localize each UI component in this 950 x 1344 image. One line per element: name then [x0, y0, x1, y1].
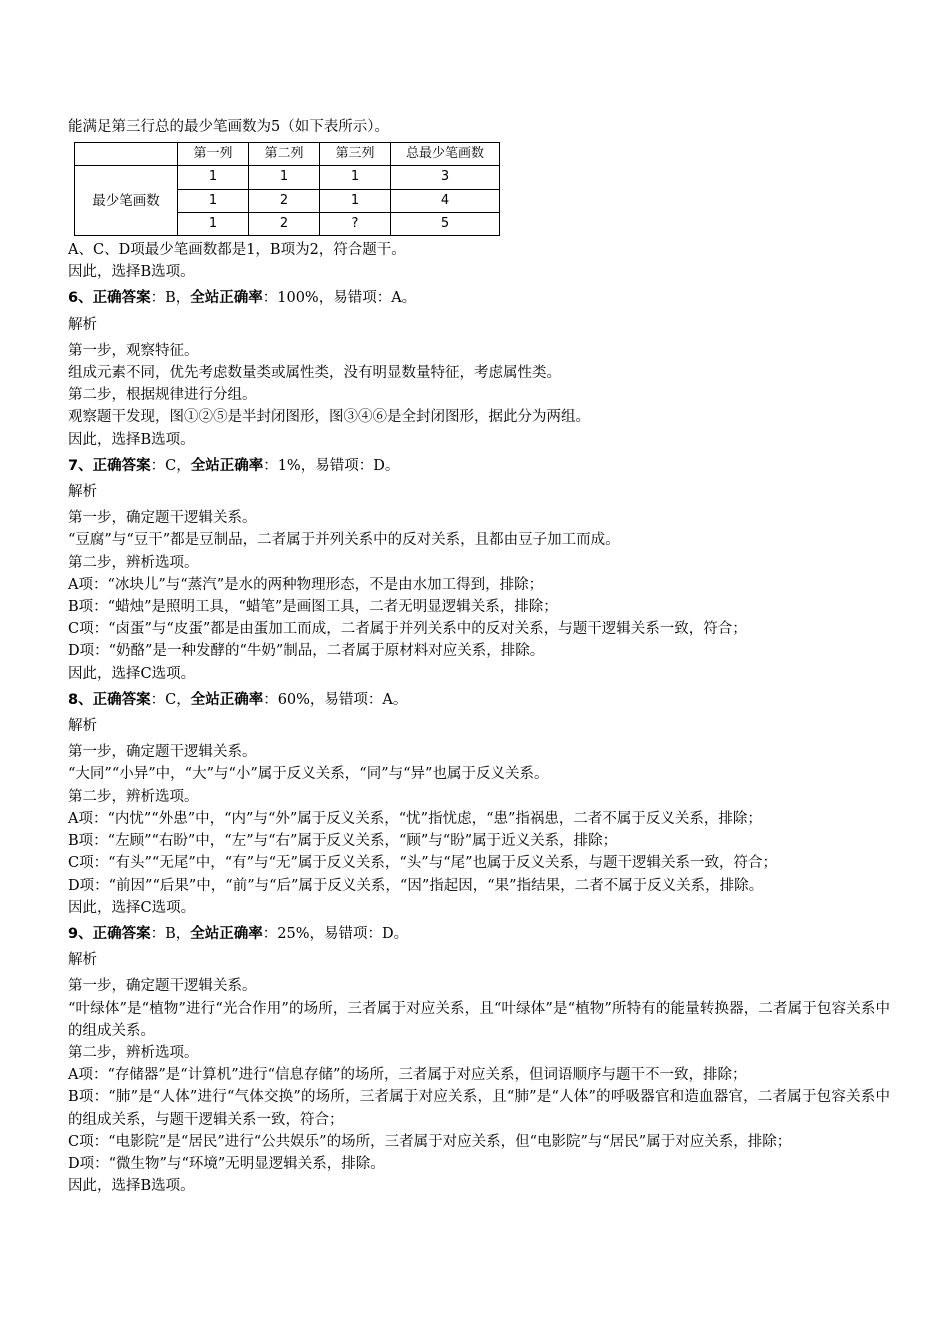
analysis-heading: 解析	[68, 484, 97, 501]
question-block	[68, 689, 890, 919]
table-row	[75, 166, 500, 189]
analysis-heading: 解析	[68, 952, 97, 969]
table-header-row	[75, 143, 500, 166]
table-cell: 2	[249, 212, 320, 235]
table-cell: 5	[391, 212, 500, 235]
analysis-line: 第一步，确定题干逻辑关系。	[68, 978, 257, 995]
question-number: 8、	[68, 691, 93, 708]
answer-value: ：C，	[150, 691, 191, 708]
analysis-line: C项：“卤蛋”与“皮蛋”都是由蛋加工而成，二者属于并列关系中的反对关系，与题干逻辑关系一致，符合；	[68, 621, 747, 638]
intro-text: 能满足第三行总的最少笔画数为5（如下表所示）。	[68, 119, 389, 135]
analysis-line: 第一步，确定题干逻辑关系。	[68, 510, 257, 527]
accuracy-label: 全站正确率	[190, 691, 264, 708]
question-block	[68, 455, 890, 685]
table-row-header: 最少笔画数	[75, 166, 178, 236]
accuracy-label: 全站正确率	[190, 925, 263, 942]
answer-label: 正确答案	[92, 925, 151, 942]
analysis-line: B项：“肺”是“人体”进行“气体交换”的场所，三者属于对应关系，且“肺”是“人体”的呼吸器官和造血器官，二者属于包容关系中的组成关系，与题干逻辑关系一致，符合；	[68, 1089, 890, 1128]
analysis-line: 第二步，辨析选项。	[68, 788, 199, 805]
table-cell: ?	[320, 212, 391, 235]
table-header-col2: 第二列	[249, 143, 320, 166]
table-cell: 3	[391, 166, 500, 189]
table-cell: 1	[178, 166, 249, 189]
question-block	[68, 923, 890, 1197]
document-content	[68, 116, 890, 1197]
table-cell: 1	[249, 166, 320, 189]
analysis-line: D项：“前因”“后果”中，“前”与“后”属于反义关系，“因”指起因，“果”指结果，二者不属于反义关系，排除。	[68, 877, 764, 894]
table-header-total: 总最少笔画数	[391, 143, 500, 166]
analysis-line: 第二步，根据规律进行分组。	[68, 387, 257, 404]
table-cell: 4	[391, 189, 500, 212]
analysis-line: A项：“内忧”“外患”中，“内”与“外”属于反义关系，“忧”指忧虑，“患”指祸患，二者不属于反义关系，排除；	[68, 810, 762, 827]
accuracy-value: ：100%，易错项：A。	[262, 290, 417, 307]
analysis-line: C项：“有头”“无尾”中，“有”与“无”属于反义关系，“头”与“尾”也属于反义关系，与题干逻辑关系一致，符合；	[68, 855, 778, 872]
analysis-line: D项：“奶酪”是一种发酵的“牛奶”制品，二者属于原材料对应关系，排除。	[68, 643, 545, 660]
question-block	[68, 287, 890, 450]
table-cell: 1	[320, 166, 391, 189]
table-cell: 2	[249, 189, 320, 212]
answer-label: 正确答案	[92, 457, 151, 474]
answer-value: ：C，	[150, 457, 191, 474]
question-header	[68, 455, 890, 477]
answer-label: 正确答案	[92, 691, 151, 708]
question-number: 9、	[68, 925, 93, 942]
stroke-count-table	[74, 142, 500, 236]
analysis-line: 因此，选择C选项。	[68, 665, 196, 682]
table-cell: 1	[320, 189, 391, 212]
accuracy-label: 全站正确率	[190, 290, 263, 307]
analysis-line: 因此，选择B选项。	[68, 431, 195, 448]
accuracy-label: 全站正确率	[190, 457, 264, 474]
accuracy-value: ：25%，易错项：D。	[262, 925, 409, 942]
analysis-line: C项：“电影院”是“居民”进行“公共娱乐”的场所，三者属于对应关系，但“电影院”与“居民”属于对应关系，排除；	[68, 1133, 792, 1150]
analysis-line: “叶绿体”是“植物”进行“光合作用”的场所，三者属于对应关系，且“叶绿体”是“植物”所特有的能量转换器，二者属于包容关系中的组成关系。	[68, 1000, 890, 1039]
answer-value: ：B，	[150, 290, 191, 307]
table-cell: 1	[178, 189, 249, 212]
question-number: 7、	[68, 457, 93, 474]
table-corner-cell	[75, 143, 178, 166]
analysis-line: 第一步，确定题干逻辑关系。	[68, 744, 257, 761]
after-table-line: A、C、D项最少笔画数都是1，B项为2，符合题干。	[68, 242, 406, 259]
analysis-line: “大同”“小异”中，“大”与“小”属于反义关系，“同”与“异”也属于反义关系。	[68, 766, 549, 783]
analysis-line: 因此，选择C选项。	[68, 899, 196, 916]
analysis-line: B项：“蜡烛”是照明工具，“蜡笔”是画图工具，二者无明显逻辑关系，排除；	[68, 599, 558, 616]
answer-value: ：B，	[150, 925, 191, 942]
analysis-line: “豆腐”与“豆干”都是豆制品，二者属于并列关系中的反对关系，且都由豆子加工而成。	[68, 532, 620, 549]
analysis-line: 因此，选择B选项。	[68, 1178, 195, 1195]
accuracy-value: ：60%，易错项：A。	[263, 691, 408, 708]
analysis-line: A项：“存储器”是“计算机”进行“信息存储”的场所，三者属于对应关系，但词语顺序与题干不一致，排除；	[68, 1067, 747, 1084]
question-header	[68, 287, 890, 309]
question-header	[68, 689, 890, 711]
analysis-heading: 解析	[68, 718, 97, 735]
analysis-line: 组成元素不同，优先考虑数量类或属性类，没有明显数量特征，考虑属性类。	[68, 365, 561, 382]
after-table-conclusion: 因此，选择B选项。	[68, 264, 195, 281]
question-header	[68, 923, 890, 945]
table-header-col3: 第三列	[320, 143, 391, 166]
accuracy-value: ：1%，易错项：D。	[263, 457, 400, 474]
table-header-col1: 第一列	[178, 143, 249, 166]
question-list	[68, 287, 890, 1197]
analysis-line: 第二步，辨析选项。	[68, 554, 199, 571]
table-cell: 1	[178, 212, 249, 235]
analysis-line: D项：“微生物”与“环境”无明显逻辑关系，排除。	[68, 1155, 385, 1172]
analysis-line: 观察题干发现，图①②⑤是半封闭图形，图③④⑥是全封闭图形，据此分为两组。	[68, 409, 590, 426]
analysis-heading: 解析	[68, 316, 97, 333]
analysis-line: B项：“左顾”“右盼”中，“左”与“右”属于反义关系，“顾”与“盼”属于近义关系，排除；	[68, 833, 618, 850]
analysis-line: A项：“冰块儿”与“蒸汽”是水的两种物理形态，不是由水加工得到，排除；	[68, 576, 544, 593]
analysis-line: 第一步，观察特征。	[68, 342, 199, 359]
answer-label: 正确答案	[92, 290, 151, 307]
question-number: 6、	[68, 290, 93, 307]
analysis-line: 第二步，辨析选项。	[68, 1044, 199, 1061]
